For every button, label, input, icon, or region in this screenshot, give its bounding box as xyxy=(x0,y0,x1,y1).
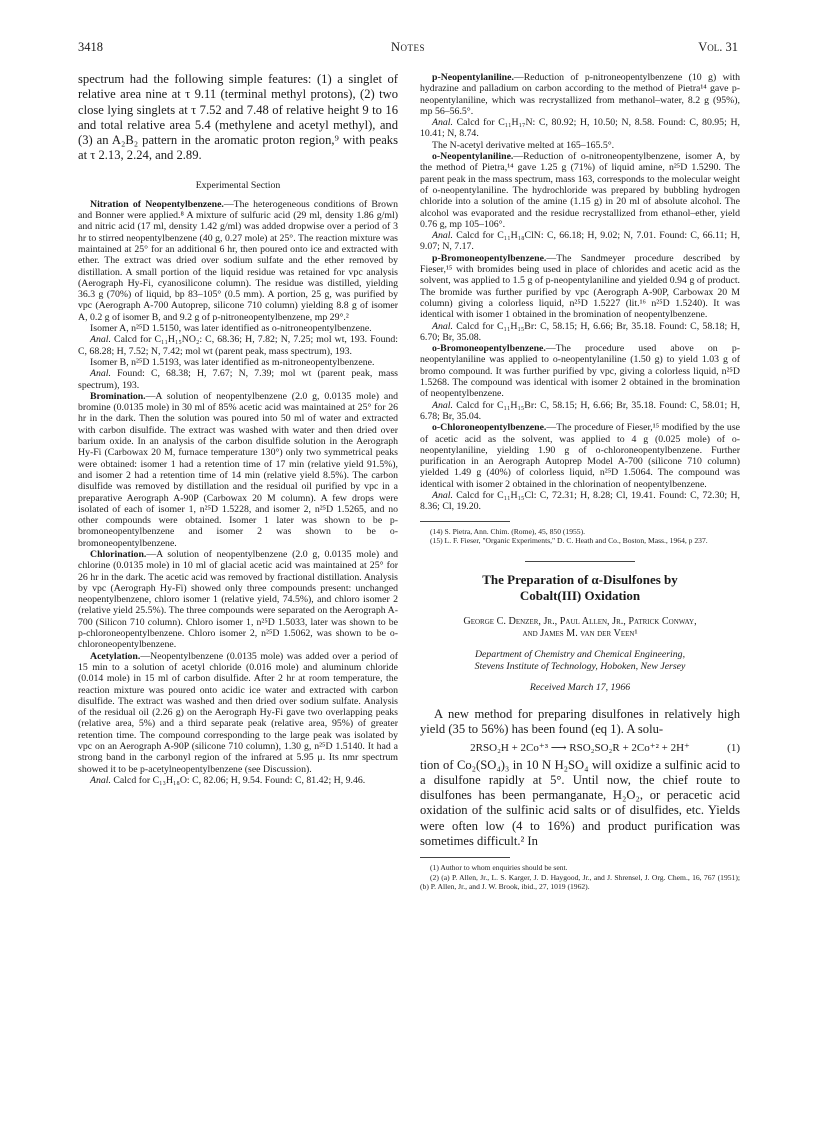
analysis-a-paragraph: Anal. Calcd for C₁₁H₁₅NO₂: C, 68.36; H, 7.82; N, 7.25; mol wt, 193. Found: C, 68.28; H, 7.52; N, 7.42; mol wt (parent peak, mass spectrum), 193. xyxy=(78,334,398,357)
run-in-head: o-Neopentylaniline. xyxy=(432,151,514,163)
page-header xyxy=(78,40,738,58)
n-acetyl-derivative: The N-acetyl derivative melted at 165–165.5°. xyxy=(432,139,615,151)
author-list: George C. Denzer, Jr., Paul Allen, Jr., Patrick Conway, and James M. van der Veen¹ xyxy=(463,615,697,640)
section-name: Notes xyxy=(390,40,426,54)
o-bromo-paragraph: o-Bromoneopentylbenzene.—The procedure used above on p-neopentylaniline was applied to o-neopentylaniline (1.50 g) to yield 1.03 g of bromo compound. It was further purified by vpc, giving a colorless liquid, n²⁵D 1.5268. The compound was identical with isomer 2 obtained in the bromination of neopentylbenzene. xyxy=(420,343,740,400)
p-bromo-analysis: Anal. Calcd for C₁₁H₁₅Br: C, 58.15; H, 6.66; Br, 35.18. Found: C, 58.18; H, 6.70; Br, 35.08. xyxy=(420,320,740,343)
affiliation: Department of Chemistry and Chemical Engineering, Stevens Institute of Technology, Hoboken, New Jersey xyxy=(474,648,686,672)
footnote-divider xyxy=(420,521,510,522)
run-in-head: p-Bromoneopentylbenzene. xyxy=(432,252,547,264)
o-bromo-analysis: Anal. Calcd for C₁₁H₁₅Br: C, 58.15; H, 6.66; Br, 35.18. Found: C, 58.01; H, 6.78; Br, 35.04. xyxy=(420,399,740,422)
footnote-divider-2 xyxy=(420,857,510,858)
equation-text: 2RSO₂H + 2Co⁺³ ⟶ RSO₂SO₂R + 2Co⁺² + 2H⁺ xyxy=(470,741,690,754)
footnote-2: (2) (a) P. Allen, Jr., L. S. Karger, J. D. Haygood, Jr., and J. Shrensel, J. Org. Chem., 16, 767 (1951); (b) P. Allen, Jr., and J. W. Brook, ibid., 27, 1019 (1962). xyxy=(420,872,740,891)
p-neopentylaniline-paragraph: p-Neopentylaniline.—Reduction of p-nitroneopentylbenzene (10 g) with hydrazine and palladium on carbon according to the method of Pietra¹⁴ gave p-neopentylaniline, which was recrystallized from methanol–water, 8.2 g (95%), mp 56–56.5°. xyxy=(420,72,740,117)
o-chloro-paragraph: o-Chloroneopentylbenzene.—The procedure of Fieser,¹⁵ modified by the use of acetic acid as the solvent, was applied to 4 g (0.025 mole) of o-neopentylaniline, yielding 1.90 g of o-chloroneopentylbenzene. Further purification in an Aerograph Autoprep Model A-700 (silicone 710 column) yielded 1.49 g (40%) of colorless liquid, n²⁵D 1.5064. The compound was identical with isomer 2 obtained in the chlorination of neopentylbenzene. xyxy=(420,422,740,490)
o-neopentylaniline-paragraph: o-Neopentylaniline.—Reduction of o-nitroneopentylbenzene, isomer A, by the method of Pietra,¹⁴ gave 1.25 g (71%) of liquid amine, n²⁵D 1.5290. The parent peak in the mass spectrum, mass 163, corresponds to the molecular weight of o-neopentylaniline. The hydrochloride was prepared by bubbling hydrogen chloride into a solution of the amine (1.15 g) in 20 ml of absolute alcohol. The alcohol was evaporated and the residue recrystallized from ethanol–ether, yield 0.76 g, mp 105–106°. xyxy=(420,151,740,230)
volume-label: Vol. 31 xyxy=(698,40,738,54)
chlorination-paragraph: Chlorination.—A solution of neopentylbenzene (2.0 g, 0.0135 mole) and chlorine (0.0135 mole) in 10 ml of glacial acetic acid was maintained at 25° for 26 hr in the dark. The acetic acid was removed by fractional distillation. Analysis by vpc (Aerograph Hy-Fi) showed only three compounds present: unchanged neopentylbenzene, chloro isomer 1 (relative yield, 74.5%), and chloro isomer 2 (relative yield 25.5%). The three compounds were separated on the Aerograph A-700 (Silicon 710 column). Chloro isomer 1, n²⁵D 1.5033, later was shown to be p-chloroneopentylbenzene. Chloro isomer 2, n²⁵D 1.5062, was shown to be o-chloroneopentylbenzene. xyxy=(78,548,398,651)
equation-1 xyxy=(420,741,740,755)
run-in-head: Nitration of Neopentylbenzene. xyxy=(90,198,224,210)
acetylation-paragraph: Acetylation.—Neopentylbenzene (0.0135 mole) was added over a period of 15 min to a solution of acetyl chloride (0.016 mole) and aluminum chloride (0.014 mole) in 15 ml of carbon disulfide. After 2 hr at room temperature, the reaction mixture was poured onto acidic ice water and extracted with carbon disulfide. The extract was washed and then dried over sodium sulfate. Analysis of the residual oil (2.26 g) on the Aerograph Hy-Fi gave two overlapping peaks (relative area, 5%) and a third separate peak (relative area, 95%) of greater retention time. The compound corresponding to the large peak was isolated by vpc on an Aerograph A-90P (silicone 710 column), 1.30 g, n²⁵D 1.5140. It had a strong band in the carbonyl region of the infrared at 5.95 μ. Its nmr spectrum showed it to be p-acetylneopentylbenzene (see Discussion). xyxy=(78,650,398,775)
bromination-paragraph: Bromination.—A solution of neopentylbenzene (2.0 g, 0.0135 mole) and bromine (0.0135 mole) in 30 ml of 85% acetic acid was maintained at 25° for 26 hr in the dark. Then the solution was poured into 50 ml of water and extracted with carbon disulfide. The extract was washed with water and then dried over barium oxide. In an analysis of the carbon disulfide solution in the Aerograph Hy-Fi (Carbowax 20 M, furnace temperature 130°) only two symmetrical peaks were obtained: isomer 1 had a retention time of 17 min (relative yield 91.5%), and isomer 2 had a retention time of 14 min (relative yield 8.5%). The carbon disulfide was removed by distillation and the residual oil purified by vpc in a preparative Aerograph A-90P (Carbowax 20 M column). A few drops were isolated of each of isomer 1, n²⁵D 1.5228, and isomer 2, n²⁵D 1.5265, and no other compounds were obtained. Isomer 1 later was shown to be p-bromoneopentylbenzene and isomer 2 was shown to be o-bromoneopentylbenzene. xyxy=(78,390,398,549)
run-in-head: Acetylation. xyxy=(90,650,141,662)
section-heading: Experimental Section xyxy=(195,179,281,191)
isomer-a-paragraph: Isomer A, n²⁵D 1.5150, was later identified as o-nitroneopentylbenzene. xyxy=(90,323,372,335)
abstract-part-1: A new method for preparing disulfones in relatively high yield (35 to 56%) has been found (eq 1). A solu- xyxy=(420,706,740,737)
o-chloro-analysis: Anal. Calcd for C₁₁H₁₅Cl: C, 72.31; H, 8.28; Cl, 19.41. Found: C, 72.30; H, 8.36; Cl, 19.20. xyxy=(420,489,740,513)
footnote-1: (1) Author to whom enquiries should be sent. xyxy=(430,863,568,873)
analysis-acetyl-paragraph: Anal. Calcd for C₁₃H₁₈O: C, 82.06; H, 9.54. Found: C, 81.42; H, 9.46. xyxy=(90,774,366,786)
run-in-head: o-Bromoneopentylbenzene. xyxy=(432,343,546,355)
isomer-b-paragraph: Isomer B, n²⁵D 1.5193, was later identified as m-nitroneopentylbenzene. xyxy=(90,356,375,368)
article-title: The Preparation of α-Disulfones by Cobalt(III) Oxidation xyxy=(482,571,678,603)
left-column xyxy=(78,72,398,786)
run-in-head: Bromination. xyxy=(90,390,146,402)
run-in-head: p-Neopentylaniline. xyxy=(432,72,514,83)
nitration-paragraph: Nitration of Neopentylbenzene.—The heterogeneous conditions of Brown and Bonner were applied.⁸ A mixture of sulfuric acid (29 ml, density 1.86 g/ml) and nitric acid (17 ml, density 1.42 g/ml) was added dropwise over a period of 3 hr to stirred neopentylbenzene (40 g, 0.27 mole) at 25°. The reaction mixture was maintained at 25° for an additional 6 hr, then poured onto ice and extracted with ether. The extract was dried over sodium sulfate and the ether removed by distillation. A small portion of the liquid residue was retained for vpc analysis (Aerograph Hy-Fi, cyanosilicone column). The residue was distilled, yielding 36.3 g (70%) of liquid, bp 83–105° (0.5 mm). A portion, 25 g, was purified by vpc (Aerograph A-700 Autoprep, silicone 710 column) yielding 8.8 g of isomer A, 0.2 g of isomer B, and 9.2 g of p-nitroneopentylbenzene, mp 29°.² xyxy=(78,198,398,323)
run-in-head: Chlorination. xyxy=(90,548,147,560)
received-date: Received March 17, 1966 xyxy=(529,681,631,693)
footnote-14: (14) S. Pietra, Ann. Chim. (Rome), 45, 850 (1955). xyxy=(430,526,586,536)
article-divider xyxy=(525,561,635,562)
p-bromo-paragraph: p-Bromoneopentylbenzene.—The Sandmeyer procedure described by Fieser,¹⁵ with bromides being used in place of chlorides and acetic acid as the solvent, was applied to 1.5 g of p-neopentylaniline and yielded 0.94 g of product. The bromide was further purified by vpc (Aerograph A-90P, Carbowax 20 M column) giving a colorless liquid, n²⁵D 1.5227 (lit.¹⁶ n²⁵D 1.5240). It was identical with isomer 1 obtained in the bromination of neopentylbenzene. xyxy=(420,252,740,321)
intro-paragraph: spectrum had the following simple features: (1) a singlet of relative area nine at τ 9.11 (terminal methyl protons), (2) two close lying singlets at τ 7.52 and 7.48 of relative height 9 to 16 and total relative area 5.4 (methylene and acetyl methyl), and (3) an A₂B₂ pattern in the aromatic proton region,⁹ with peaks at τ 2.13, 2.24, and 2.89. xyxy=(78,72,398,163)
p-neopentylaniline-analysis: Anal. Calcd for C₁₁H₁₇N: C, 80.92; H, 10.50; N, 8.58. Found: C, 80.95; H, 10.41; N, 8.74. xyxy=(420,117,740,140)
page-number: 3418 xyxy=(78,40,103,54)
o-neopentylaniline-analysis: Anal. Calcd for C₁₁H₁₈ClN: C, 66.18; H, 9.02; N, 7.01. Found: C, 66.11; H, 9.07; N, 7.17. xyxy=(420,230,740,253)
run-in-head: o-Chloroneopentylbenzene. xyxy=(432,422,547,434)
right-column xyxy=(420,72,740,891)
equation-number: (1) xyxy=(727,741,740,754)
analysis-b-paragraph: Anal. Found: C, 68.38; H, 7.67; N, 7.39; mol wt (parent peak, mass spectrum), 193. xyxy=(78,368,398,391)
footnote-15: (15) L. F. Fieser, "Organic Experiments," D. C. Heath and Co., Boston, Mass., 1964, p 237. xyxy=(430,535,708,545)
abstract-part-2: tion of Co₂(SO₄)₃ in 10 N H₂SO₄ will oxidize a sulfinic acid to a disulfone rapidly at 5°. Until now, the chief route to disulfones has been permanganate, H₂O₂, or peracetic acid oxidation of the sulfinic acid salts or of disulfides, etc. Yields were often low (4 to 16%) and product purification was sometimes difficult.² In xyxy=(420,757,740,849)
